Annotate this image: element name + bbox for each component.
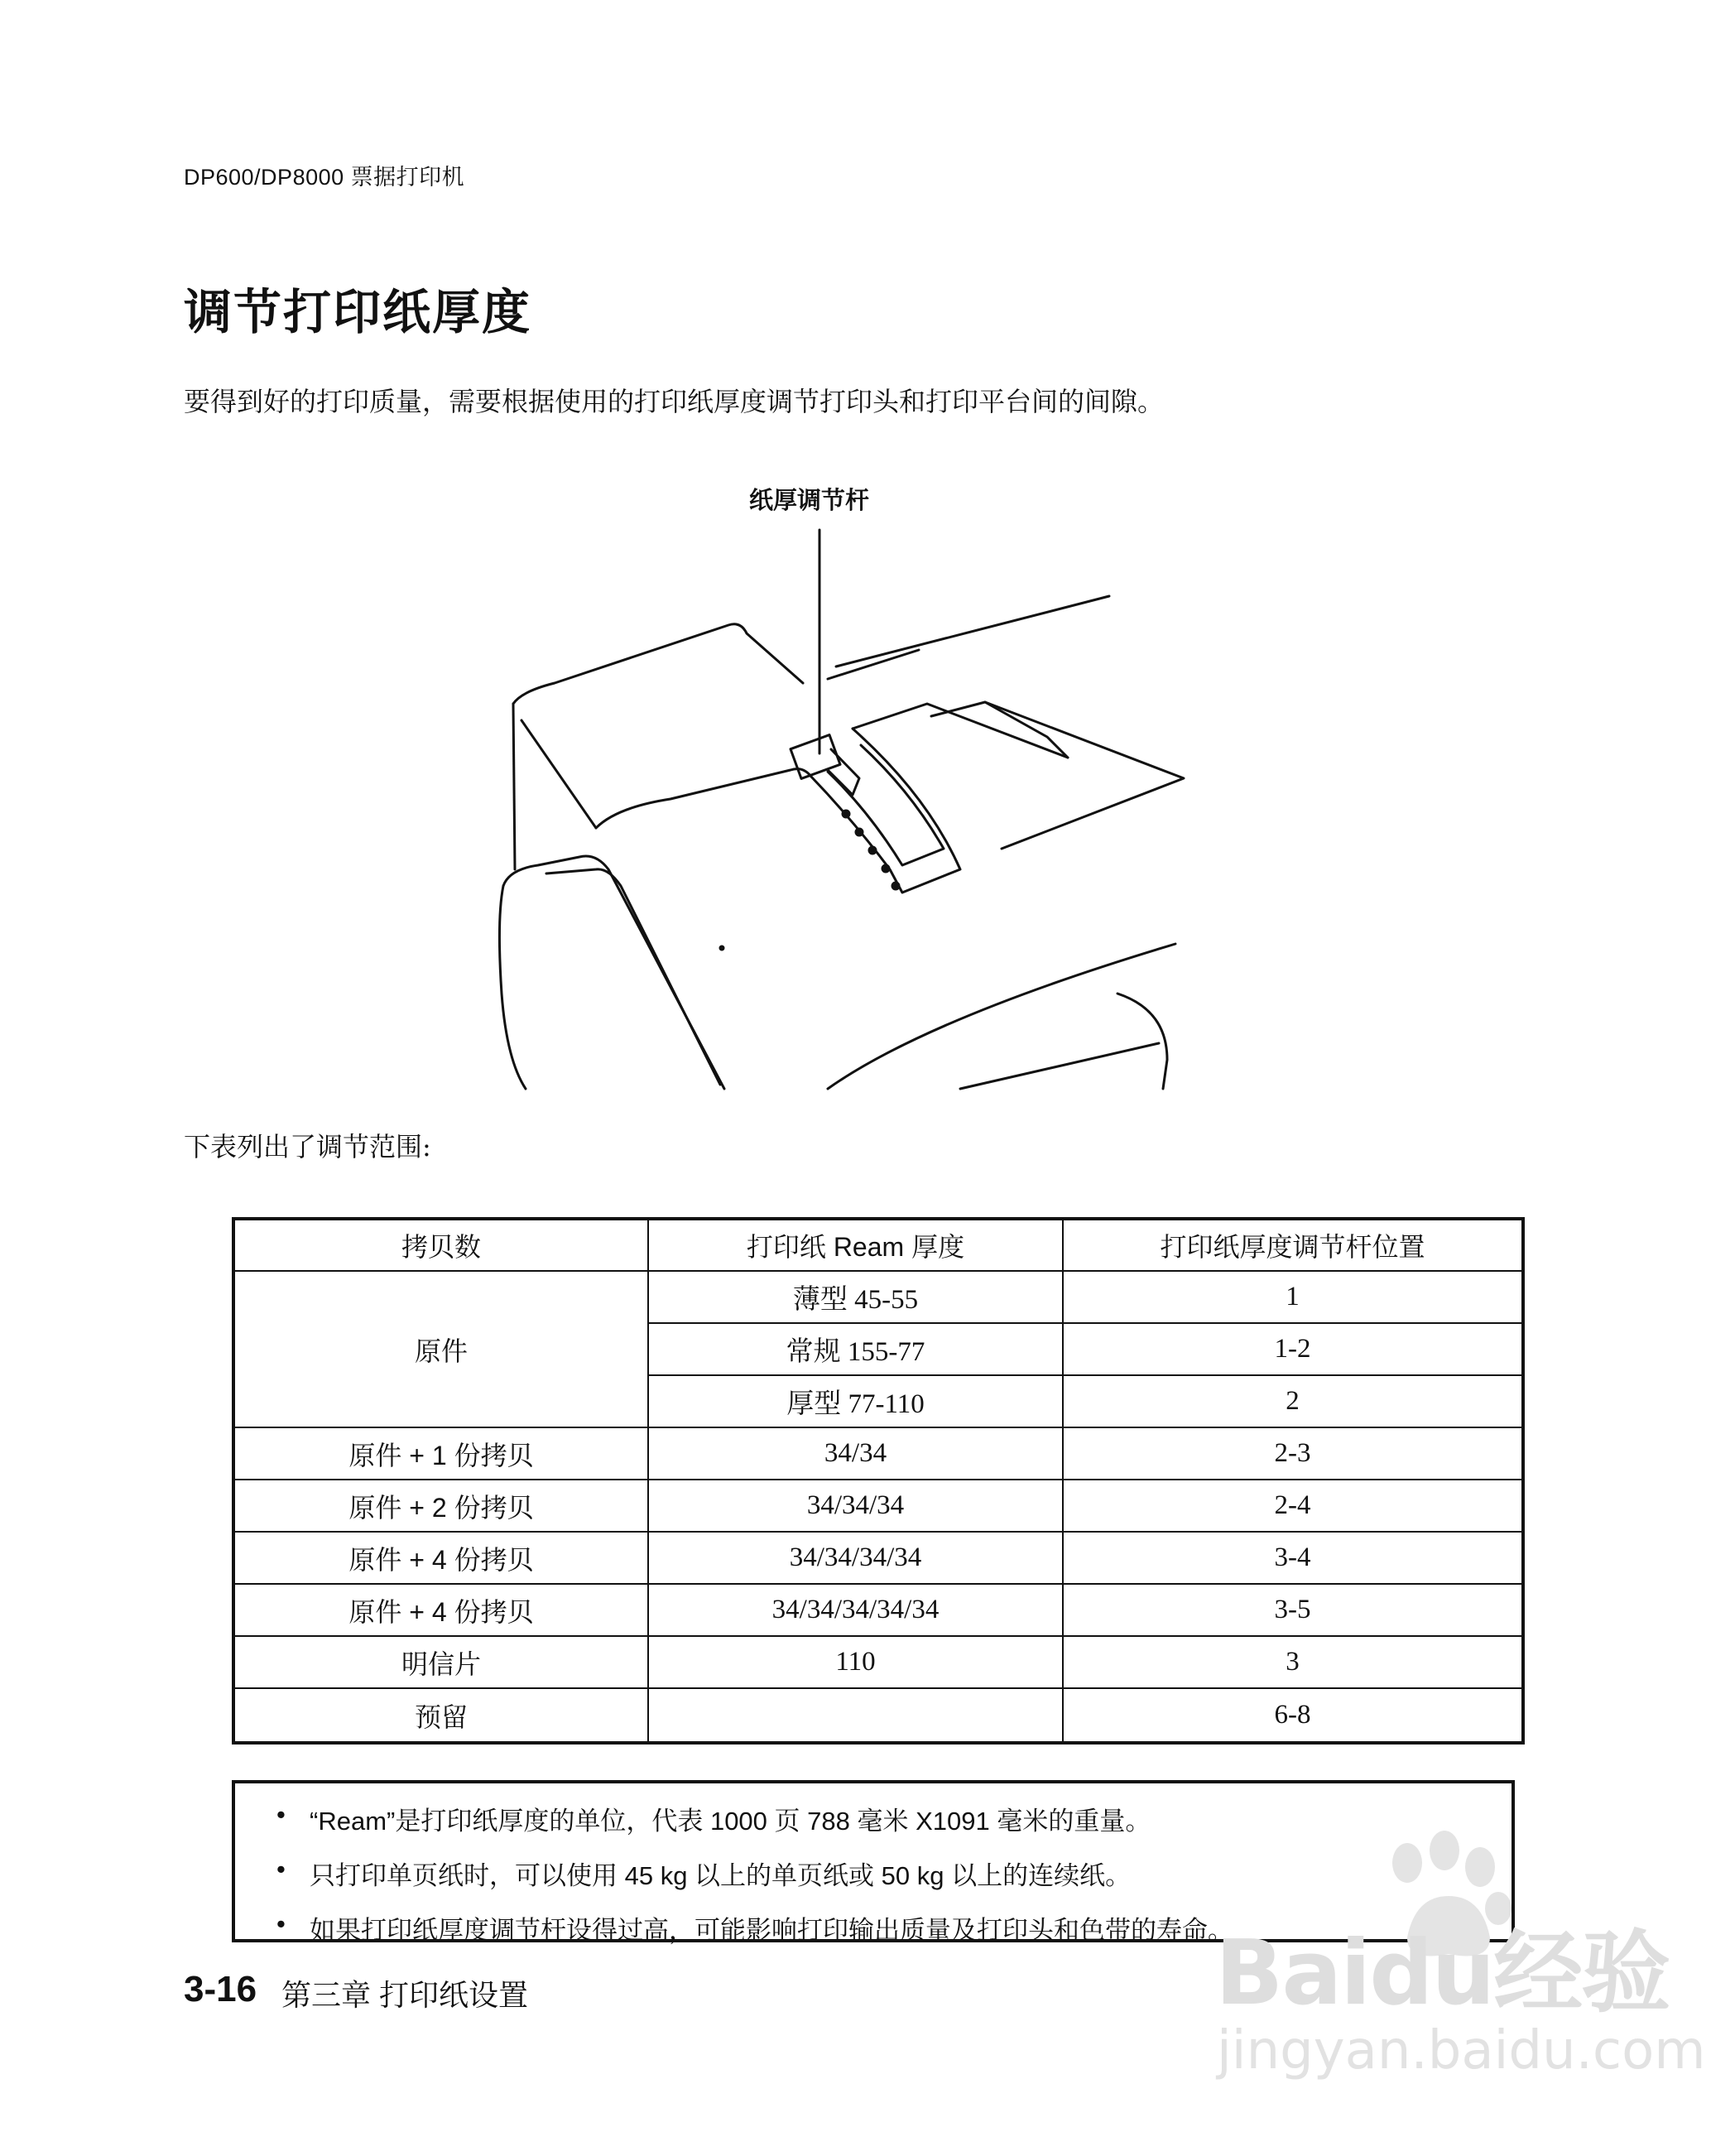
thickness-cell: 薄型 45-55 (648, 1271, 1063, 1323)
table-row (233, 1532, 1523, 1584)
bullet-icon: • (276, 1855, 286, 1884)
watermark-logo: Baidu经验 (1215, 1922, 1670, 2025)
chapter-title: 第三章 打印纸设置 (281, 1978, 529, 2012)
lever-notch-2 (856, 829, 863, 835)
lever-notch-3 (869, 847, 876, 854)
note-text: 只打印单页纸时，可以使用 45 kg 以上的单页纸或 50 kg 以上的连续纸。 (310, 1861, 1132, 1890)
thickness-cell: 34/34/34/34 (648, 1532, 1063, 1584)
printer-cover-front (596, 769, 811, 828)
copies-cell: 原件 + 4 份拷贝 (233, 1584, 648, 1636)
thickness-cell (648, 1688, 1063, 1743)
position-cell: 2-4 (1063, 1480, 1523, 1532)
position-cell: 3-4 (1063, 1532, 1523, 1584)
printer-body-base (960, 1043, 1159, 1089)
table-row (233, 1584, 1523, 1636)
thickness-cell: 常规 155-77 (648, 1323, 1063, 1375)
position-cell: 3-5 (1063, 1584, 1523, 1636)
printer-front-panel (503, 856, 724, 1089)
copies-cell: 原件 + 1 份拷贝 (233, 1427, 648, 1480)
bullet-icon: • (276, 1909, 286, 1938)
note-item (276, 1800, 1512, 1855)
printer-body-lower (1117, 994, 1167, 1089)
note-text: 如果打印纸厚度调节杆设得过高，可能影响打印输出质量及打印头和色带的寿命。 (310, 1916, 1233, 1945)
position-cell: 3 (1063, 1636, 1523, 1688)
table-row (233, 1688, 1523, 1743)
intro-paragraph: 要得到好的打印质量，需要根据使用的打印纸厚度调节打印头和打印平台间的间隙。 (184, 386, 1165, 417)
section-title: 调节打印纸厚度 (184, 286, 532, 339)
lever-notch-5 (892, 883, 899, 889)
copies-cell: 原件 + 4 份拷贝 (233, 1532, 648, 1584)
copies-cell: 原件 (233, 1271, 648, 1427)
header-copies: 拷贝数 (233, 1219, 648, 1271)
printer-mark (720, 946, 723, 950)
thickness-cell: 34/34 (648, 1427, 1063, 1480)
printer-front-line (546, 869, 720, 1085)
running-header: DP600/DP8000 票据打印机 (184, 165, 465, 190)
position-cell: 1-2 (1063, 1323, 1523, 1375)
header-thickness: 打印纸 Ream 厚度 (648, 1219, 1063, 1271)
table-row (233, 1271, 1523, 1323)
table-row (233, 1636, 1523, 1688)
lever-handle (791, 735, 840, 779)
bullet-icon: • (276, 1800, 286, 1829)
printer-front-left (499, 886, 526, 1089)
copies-cell: 预留 (233, 1688, 648, 1743)
lever-label: 纸厚调节杆 (749, 486, 870, 514)
lever-notch-4 (882, 865, 889, 872)
thickness-cell: 34/34/34 (648, 1480, 1063, 1532)
printer-left-side (513, 704, 515, 869)
note-text: “Ream”是打印纸厚度的单位，代表 1000 页 788 毫米 X1091 毫米的重量。 (310, 1807, 1151, 1836)
position-cell: 2 (1063, 1375, 1523, 1427)
header-lever-position: 打印纸厚度调节杆位置 (1063, 1219, 1523, 1271)
printer-top-right-line (836, 596, 1109, 667)
lever-notch-1 (843, 811, 849, 817)
page-number: 3-16 (184, 1969, 257, 2009)
thickness-table (232, 1217, 1525, 1745)
copies-cell: 原件 + 2 份拷贝 (233, 1480, 648, 1532)
thickness-cell: 110 (648, 1636, 1063, 1688)
printer-right-panel (985, 702, 1184, 849)
printer-top-edge (513, 624, 803, 704)
printer-illustration (464, 480, 1300, 1109)
printer-body-right (828, 944, 1175, 1089)
position-cell: 2-3 (1063, 1427, 1523, 1480)
table-header-row (233, 1219, 1523, 1271)
table-row (233, 1480, 1523, 1532)
position-cell: 6-8 (1063, 1688, 1523, 1743)
printer-inner-left (521, 720, 596, 828)
watermark-url: jingyan.baidu.com (1217, 2020, 1706, 2081)
position-cell: 1 (1063, 1271, 1523, 1323)
table-intro: 下表列出了调节范围: (184, 1131, 431, 1162)
thickness-cell: 34/34/34/34/34 (648, 1584, 1063, 1636)
table-row (233, 1427, 1523, 1480)
thickness-cell: 厚型 77-110 (648, 1375, 1063, 1427)
copies-cell: 明信片 (233, 1636, 648, 1688)
